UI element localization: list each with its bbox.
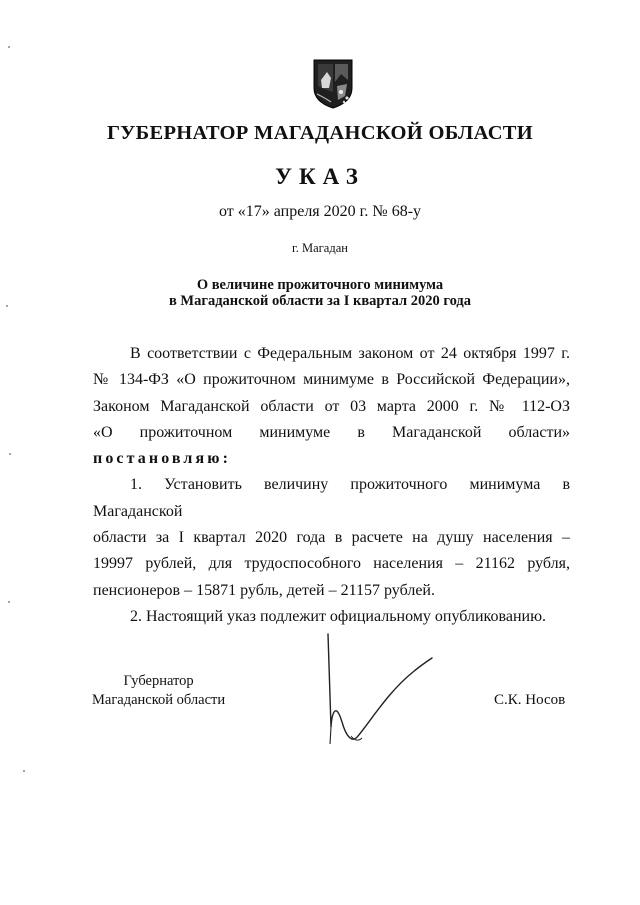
scan-speck <box>23 770 25 772</box>
preamble-line-1: В соответствии с Федеральным законом от 24 октября 1997 г. <box>130 345 570 362</box>
scan-speck <box>6 305 8 307</box>
item-1-line-1: 1. Установить величину прожиточного минимума в Магаданской <box>93 476 570 520</box>
decree-body <box>93 341 570 630</box>
item-1-line-4: пенсионеров – 15871 рубль, детей – 21157 рублей. <box>93 581 435 599</box>
preamble-line-2: № 134-ФЗ «О прожиточном минимуме в Российской Федерации», <box>93 371 570 389</box>
scan-speck <box>8 601 10 603</box>
document-type-heading: УКАЗ <box>275 164 365 189</box>
decree-word: постановляю: <box>93 450 232 468</box>
item-2: 2. Настоящий указ подлежит официальному опубликованию. <box>130 607 547 625</box>
document-subject <box>0 277 640 309</box>
handwritten-signature <box>318 632 438 752</box>
signatory-position-line-1: Губернатор <box>123 673 194 689</box>
document-city: г. Магадан <box>292 241 348 255</box>
preamble-line-4: «О прожиточном минимуме в Магаданской области» <box>93 423 570 441</box>
signatory-position <box>92 672 225 710</box>
issuing-authority-title: ГУБЕРНАТОР МАГАДАНСКОЙ ОБЛАСТИ <box>106 122 534 144</box>
scan-speck <box>8 46 10 48</box>
document-date-number: от «17» апреля 2020 г. № 68-у <box>218 203 422 220</box>
coat-of-arms-emblem <box>311 58 355 110</box>
item-1-line-2: области за I квартал 2020 года в расчете на душу населения – <box>93 529 570 547</box>
subject-line-2: в Магаданской области за I квартал 2020 года <box>168 293 472 309</box>
subject-line-1: О величине прожиточного минимума <box>196 277 444 293</box>
signatory-position-line-2: Магаданской области <box>92 692 226 708</box>
preamble-line-3: Законом Магаданской области от 03 марта 2000 г. № 112-ОЗ <box>93 397 570 415</box>
scan-speck <box>9 453 11 455</box>
signatory-name: С.К. Носов <box>494 692 566 708</box>
item-1-line-3: 19997 рублей, для трудоспособного населения – 21162 рубля, <box>93 555 570 573</box>
